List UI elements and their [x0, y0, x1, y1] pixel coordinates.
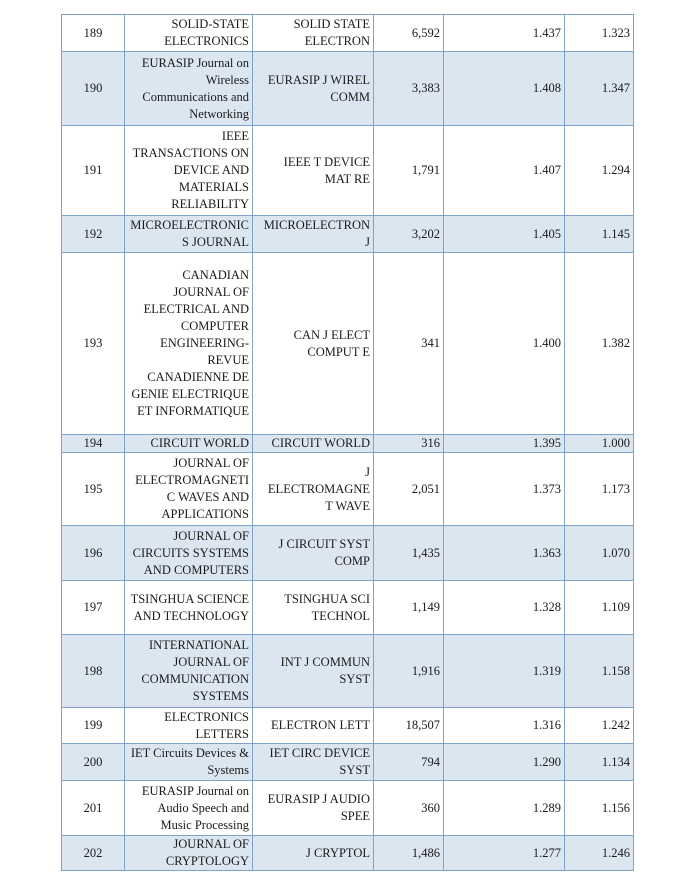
- table-row: [62, 744, 634, 781]
- journal-abbreviation-cell: [253, 581, 374, 635]
- journal-abbreviation-cell: [253, 708, 374, 744]
- five-year-impact-factor-cell: 1.173: [565, 453, 634, 526]
- text-line: COMM: [330, 89, 370, 104]
- text-line: IEEE T DEVICE: [283, 154, 370, 169]
- journal-full-name-cell: [125, 526, 253, 581]
- text-line: ELECTRICAL AND: [143, 302, 249, 316]
- text-line: ELECTROMAGNETI: [135, 473, 249, 487]
- text-line: JOURNAL OF: [173, 528, 249, 543]
- text-line: JOURNAL OF: [173, 456, 249, 470]
- total-cites-cell: 1,916: [374, 635, 444, 708]
- five-year-impact-factor-cell: 1.242: [565, 708, 634, 744]
- text-line: SOLID-STATE: [171, 17, 249, 31]
- table-row: [62, 781, 634, 836]
- journal-full-name-cell: [125, 52, 253, 126]
- rank-cell: 191: [62, 126, 125, 216]
- impact-factor-cell: 1.437: [444, 15, 565, 52]
- text-line: ET INFORMATIQUE: [137, 404, 249, 418]
- text-line: DEVICE AND: [173, 163, 249, 177]
- text-line: CIRCUIT WORLD: [271, 436, 370, 450]
- text-line: COMPUTER: [180, 319, 249, 333]
- text-line: ELECTROMAGNE: [267, 481, 370, 496]
- text-line: LETTERS: [195, 726, 249, 741]
- text-line: JOURNAL OF: [173, 285, 249, 299]
- total-cites-cell: 794: [374, 744, 444, 781]
- text-line: ELECTRONICS: [164, 34, 249, 48]
- rank-cell: 196: [62, 526, 125, 581]
- five-year-impact-factor-cell: 1.145: [565, 216, 634, 253]
- journal-abbreviation-cell: [253, 526, 374, 581]
- total-cites-cell: 1,486: [374, 836, 444, 871]
- text-line: MAT RE: [324, 171, 370, 186]
- total-cites-cell: 360: [374, 781, 444, 836]
- text-line: Communications and: [142, 89, 249, 104]
- text-line: EURASIP Journal on: [141, 55, 249, 70]
- journal-abbreviation-cell: [253, 216, 374, 253]
- text-line: AND COMPUTERS: [143, 562, 249, 577]
- rank-cell: 199: [62, 708, 125, 744]
- table-row: [62, 253, 634, 435]
- text-line: EURASIP J WIREL: [267, 72, 370, 87]
- table-row: [62, 126, 634, 216]
- text-line: TSINGHUA SCIENCE: [130, 591, 249, 606]
- table-body: [62, 15, 634, 871]
- text-line: S JOURNAL: [181, 235, 249, 249]
- text-line: ELECTRONICS: [164, 709, 249, 724]
- impact-factor-cell: 1.373: [444, 453, 565, 526]
- five-year-impact-factor-cell: 1.070: [565, 526, 634, 581]
- text-line: TRANSACTIONS ON: [132, 146, 249, 160]
- text-line: AND TECHNOLOGY: [133, 608, 249, 623]
- journal-full-name-cell: [125, 581, 253, 635]
- text-line: GENIE ELECTRIQUE: [131, 387, 249, 401]
- total-cites-cell: 316: [374, 435, 444, 453]
- text-line: J CIRCUIT SYST: [278, 537, 370, 551]
- text-line: JOURNAL OF: [173, 837, 249, 851]
- journal-ranking-table: [61, 14, 634, 871]
- journal-full-name-cell: [125, 253, 253, 435]
- total-cites-cell: 3,202: [374, 216, 444, 253]
- table-row: [62, 52, 634, 126]
- total-cites-cell: 18,507: [374, 708, 444, 744]
- text-line: CAN J ELECT: [293, 327, 370, 342]
- journal-abbreviation-cell: [253, 635, 374, 708]
- table-row: [62, 708, 634, 744]
- journal-abbreviation-cell: [253, 836, 374, 871]
- impact-factor-cell: 1.328: [444, 581, 565, 635]
- journal-full-name-cell: [125, 708, 253, 744]
- impact-factor-cell: 1.407: [444, 126, 565, 216]
- text-line: EURASIP Journal on: [141, 783, 249, 798]
- table-row: [62, 15, 634, 52]
- journal-abbreviation-cell: [253, 253, 374, 435]
- total-cites-cell: 1,791: [374, 126, 444, 216]
- journal-abbreviation-cell: [253, 453, 374, 526]
- text-line: Music Processing: [160, 817, 249, 832]
- journal-abbreviation-cell: [253, 15, 374, 52]
- text-line: ELECTRON: [304, 34, 370, 48]
- total-cites-cell: 2,051: [374, 453, 444, 526]
- rank-cell: 197: [62, 581, 125, 635]
- impact-factor-cell: 1.400: [444, 253, 565, 435]
- rank-cell: 193: [62, 253, 125, 435]
- text-line: IET CIRC DEVICE: [269, 746, 370, 760]
- text-line: INTERNATIONAL: [149, 638, 249, 652]
- five-year-impact-factor-cell: 1.323: [565, 15, 634, 52]
- text-line: ENGINEERING-: [160, 336, 249, 350]
- text-line: SYST: [339, 763, 370, 777]
- text-line: MATERIALS: [178, 180, 249, 194]
- five-year-impact-factor-cell: 1.382: [565, 253, 634, 435]
- journal-abbreviation-cell: [253, 781, 374, 836]
- text-line: JOURNAL OF: [173, 655, 249, 669]
- text-line: APPLICATIONS: [161, 507, 249, 521]
- table-row: [62, 526, 634, 581]
- five-year-impact-factor-cell: 1.158: [565, 635, 634, 708]
- text-line: ELECTRON LETT: [271, 718, 370, 732]
- text-line: J: [365, 464, 370, 479]
- total-cites-cell: 1,435: [374, 526, 444, 581]
- journal-abbreviation-cell: [253, 744, 374, 781]
- text-line: J CRYPTOL: [305, 845, 370, 860]
- text-line: IEEE: [221, 129, 249, 143]
- text-line: CIRCUITS SYSTEMS: [132, 545, 249, 560]
- impact-factor-cell: 1.319: [444, 635, 565, 708]
- impact-factor-cell: 1.290: [444, 744, 565, 781]
- text-line: SYSTEMS: [192, 689, 249, 703]
- text-line: CRYPTOLOGY: [165, 854, 249, 868]
- text-line: Systems: [207, 763, 249, 777]
- rank-cell: 198: [62, 635, 125, 708]
- text-line: TSINGHUA SCI: [284, 591, 370, 606]
- text-line: COMP: [334, 554, 370, 568]
- impact-factor-cell: 1.395: [444, 435, 565, 453]
- journal-full-name-cell: [125, 836, 253, 871]
- five-year-impact-factor-cell: 1.246: [565, 836, 634, 871]
- table-row: [62, 581, 634, 635]
- total-cites-cell: 3,383: [374, 52, 444, 126]
- table-row: [62, 435, 634, 453]
- five-year-impact-factor-cell: 1.109: [565, 581, 634, 635]
- journal-abbreviation-cell: [253, 52, 374, 126]
- text-line: IET Circuits Devices &: [130, 746, 249, 760]
- rank-cell: 195: [62, 453, 125, 526]
- table-row: [62, 635, 634, 708]
- text-line: J: [365, 235, 370, 249]
- impact-factor-cell: 1.363: [444, 526, 565, 581]
- text-line: T WAVE: [325, 498, 370, 513]
- text-line: EURASIP J AUDIO: [267, 792, 370, 806]
- rank-cell: 190: [62, 52, 125, 126]
- total-cites-cell: 341: [374, 253, 444, 435]
- text-line: COMPUT E: [307, 344, 370, 359]
- rank-cell: 194: [62, 435, 125, 453]
- impact-factor-cell: 1.408: [444, 52, 565, 126]
- journal-full-name-cell: [125, 15, 253, 52]
- text-line: Networking: [189, 106, 249, 121]
- journal-full-name-cell: [125, 435, 253, 453]
- text-line: SOLID STATE: [293, 17, 370, 31]
- journal-full-name-cell: [125, 453, 253, 526]
- text-line: MICROELECTRON: [263, 218, 370, 232]
- rank-cell: 189: [62, 15, 125, 52]
- journal-full-name-cell: [125, 126, 253, 216]
- table-row: [62, 836, 634, 871]
- text-line: RELIABILITY: [171, 197, 249, 211]
- text-line: INT J COMMUN: [280, 655, 370, 669]
- text-line: CANADIENNE DE: [147, 370, 249, 384]
- five-year-impact-factor-cell: 1.156: [565, 781, 634, 836]
- rank-cell: 200: [62, 744, 125, 781]
- rank-cell: 201: [62, 781, 125, 836]
- text-line: CANADIAN: [182, 268, 249, 282]
- total-cites-cell: 1,149: [374, 581, 444, 635]
- rank-cell: 202: [62, 836, 125, 871]
- impact-factor-cell: 1.316: [444, 708, 565, 744]
- journal-full-name-cell: [125, 781, 253, 836]
- text-line: CIRCUIT WORLD: [150, 436, 249, 450]
- five-year-impact-factor-cell: 1.134: [565, 744, 634, 781]
- five-year-impact-factor-cell: 1.000: [565, 435, 634, 453]
- journal-full-name-cell: [125, 635, 253, 708]
- text-line: Audio Speech and: [157, 800, 249, 815]
- journal-full-name-cell: [125, 744, 253, 781]
- text-line: REVUE: [207, 353, 249, 367]
- impact-factor-cell: 1.277: [444, 836, 565, 871]
- impact-factor-cell: 1.289: [444, 781, 565, 836]
- total-cites-cell: 6,592: [374, 15, 444, 52]
- five-year-impact-factor-cell: 1.294: [565, 126, 634, 216]
- rank-cell: 192: [62, 216, 125, 253]
- impact-factor-cell: 1.405: [444, 216, 565, 253]
- text-line: Wireless: [205, 72, 249, 87]
- journal-abbreviation-cell: [253, 126, 374, 216]
- text-line: C WAVES AND: [166, 490, 249, 504]
- text-line: MICROELECTRONIC: [130, 218, 249, 232]
- table-row: [62, 453, 634, 526]
- five-year-impact-factor-cell: 1.347: [565, 52, 634, 126]
- journal-full-name-cell: [125, 216, 253, 253]
- table-row: [62, 216, 634, 253]
- text-line: SYST: [339, 672, 370, 686]
- text-line: TECHNOL: [311, 608, 370, 623]
- text-line: SPEE: [340, 809, 370, 823]
- journal-abbreviation-cell: [253, 435, 374, 453]
- text-line: COMMUNICATION: [141, 672, 249, 686]
